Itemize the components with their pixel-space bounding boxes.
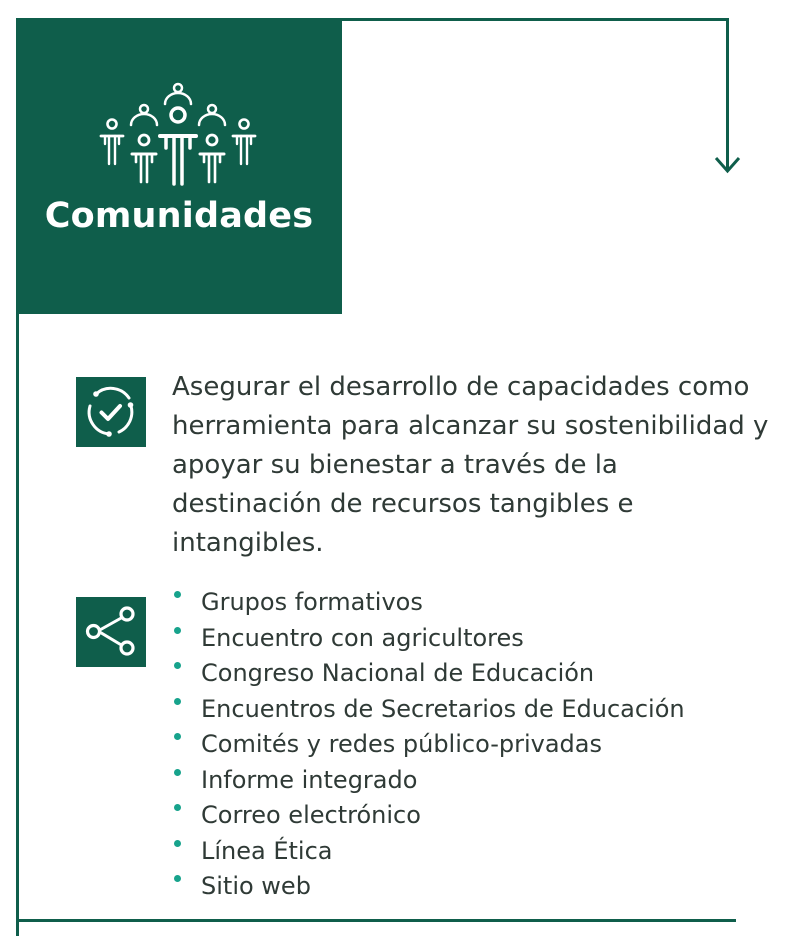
list-item-label: Comités y redes público-privadas (201, 730, 602, 758)
list-item (174, 727, 685, 763)
bullet-dot (174, 875, 181, 882)
list-item (174, 869, 685, 905)
list-item-label: Encuentros de Secretarios de Educación (201, 694, 685, 723)
list-item (174, 585, 685, 621)
list-item-label: Línea Ética (201, 836, 333, 865)
list-item-label: Congreso Nacional de Educación (201, 659, 595, 687)
frame-bottom-line (16, 919, 736, 922)
bullet-dot (174, 804, 181, 811)
goal-icon-tile (76, 377, 146, 447)
bullet-dot (174, 733, 181, 740)
list-item (174, 834, 685, 870)
bullet-dot (174, 662, 181, 669)
channel-list (174, 585, 685, 905)
list-item-label: Informe integrado (201, 765, 418, 794)
bullet-dot (174, 769, 181, 776)
cycle-check-icon (76, 377, 146, 447)
goal-description: Asegurar el desarrollo de capacidades como herramienta para alcanzar su sostenibilidad y apoyar su bienestar a través de la destinación de recursos tangibles e intangibles. (172, 372, 769, 558)
list-item-label: Sitio web (201, 872, 311, 900)
bullet-dot (174, 627, 181, 634)
header-block (16, 18, 342, 314)
list-item (174, 692, 685, 728)
bullet-dot (174, 840, 181, 847)
list-item-label: Correo electrónico (201, 801, 421, 829)
list-item (174, 763, 685, 799)
bullet-dot (174, 591, 181, 598)
list-item (174, 656, 685, 692)
bullet-dot (174, 698, 181, 705)
page-title: Comunidades (44, 196, 314, 236)
list-item-label: Grupos formativos (201, 588, 423, 616)
community-people-icon (96, 80, 260, 194)
list-item-label: Encuentro con agricultores (201, 623, 524, 652)
channels-icon-tile (76, 597, 146, 667)
list-item (174, 798, 685, 834)
list-item (174, 621, 685, 657)
share-icon (76, 597, 146, 667)
